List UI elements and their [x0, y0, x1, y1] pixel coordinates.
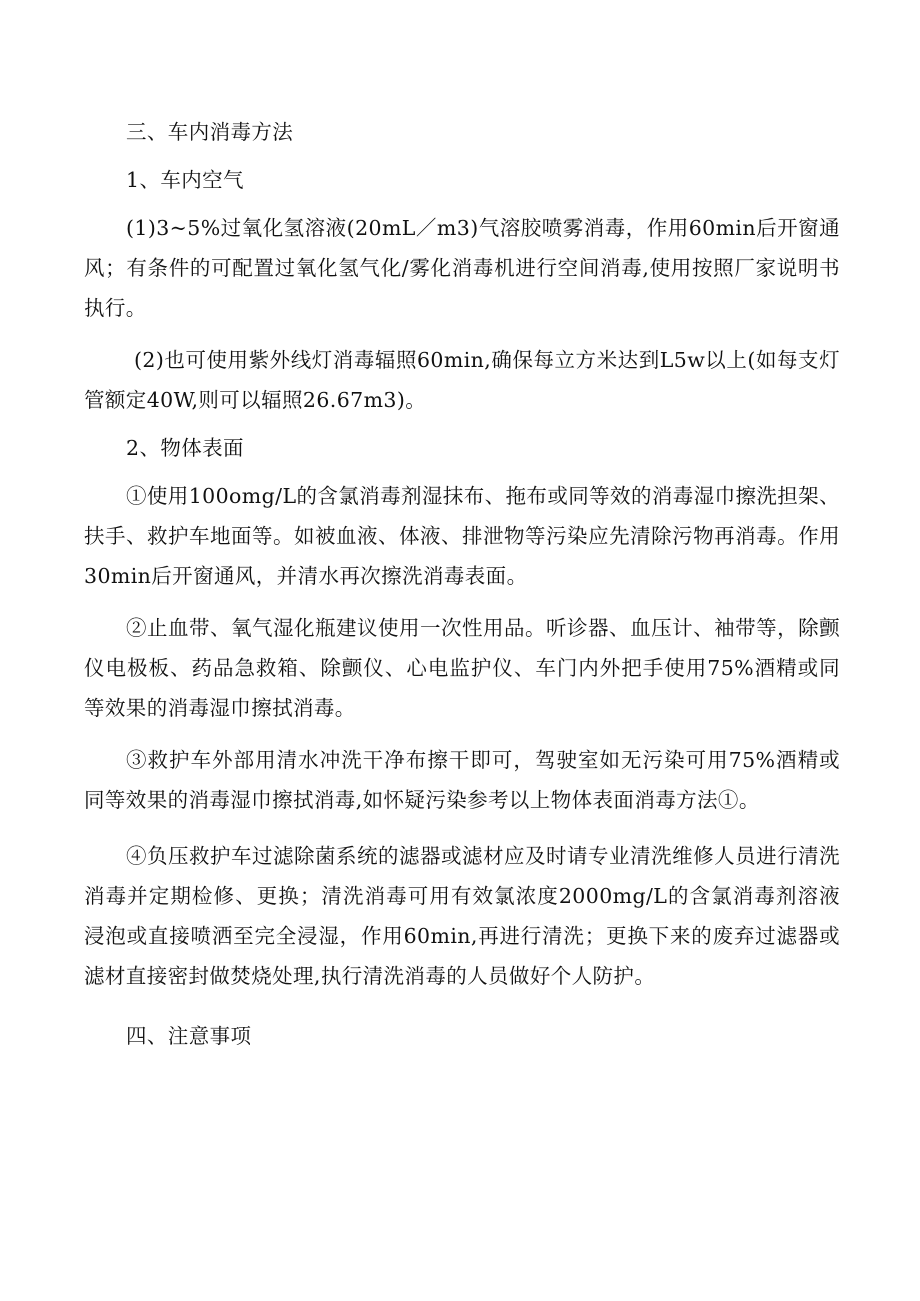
subheading-air: 1、车内空气: [126, 168, 244, 192]
document-body: [84, 112, 840, 1056]
paragraph-surface-2: ②止血带、氧气湿化瓶建议使用一次性用品。听诊器、血压计、袖带等，除颤仪电极板、药品急救箱、除颤仪、心电监护仪、车门内外把手使用75%酒精或同等效果的消毒湿巾擦拭消毒。: [84, 616, 840, 720]
paragraph-air-1: (1)3~5%过氧化氢溶液(20mL／m3)气溶胶喷雾消毒，作用60min后开窗通风；有条件的可配置过氧化氢气化/雾化消毒机进行空间消毒,使用按照厂家说明书执行。: [84, 216, 840, 320]
paragraph-surface-4: ④负压救护车过滤除菌系统的滤器或滤材应及时请专业清洗维修人员进行清洗消毒并定期检修、更换；清洗消毒可用有效氯浓度2000mg/L的含氯消毒剂溶液浸泡或直接喷洒至完全浸湿，作用60min,再进行清洗；更换下来的废弃过滤器或滤材直接密封做焚烧处理,执行清洗消毒的人员做好个人防护。: [84, 844, 840, 988]
paragraph-surface-3: ③救护车外部用清水冲洗干净布擦干即可，驾驶室如无污染可用75%酒精或同等效果的消毒湿巾擦拭消毒,如怀疑污染参考以上物体表面消毒方法①。: [84, 748, 840, 812]
paragraph-surface-1: ①使用100omg/L的含氯消毒剂湿抹布、拖布或同等效的消毒湿巾擦洗担架、扶手、救护车地面等。如被血液、体液、排泄物等污染应先清除污物再消毒。作用30min后开窗通风，并清水再次擦洗消毒表面。: [84, 484, 840, 588]
section-heading-4: 四、注意事项: [126, 1024, 252, 1048]
subheading-surface: 2、物体表面: [126, 436, 244, 460]
section-heading-3: 三、车内消毒方法: [126, 120, 294, 144]
paragraph-air-2: (2)也可使用紫外线灯消毒辐照60min,确保每立方米达到L5w以上(如每支灯管额定40W,则可以辐照26.67m3)。: [84, 348, 840, 412]
